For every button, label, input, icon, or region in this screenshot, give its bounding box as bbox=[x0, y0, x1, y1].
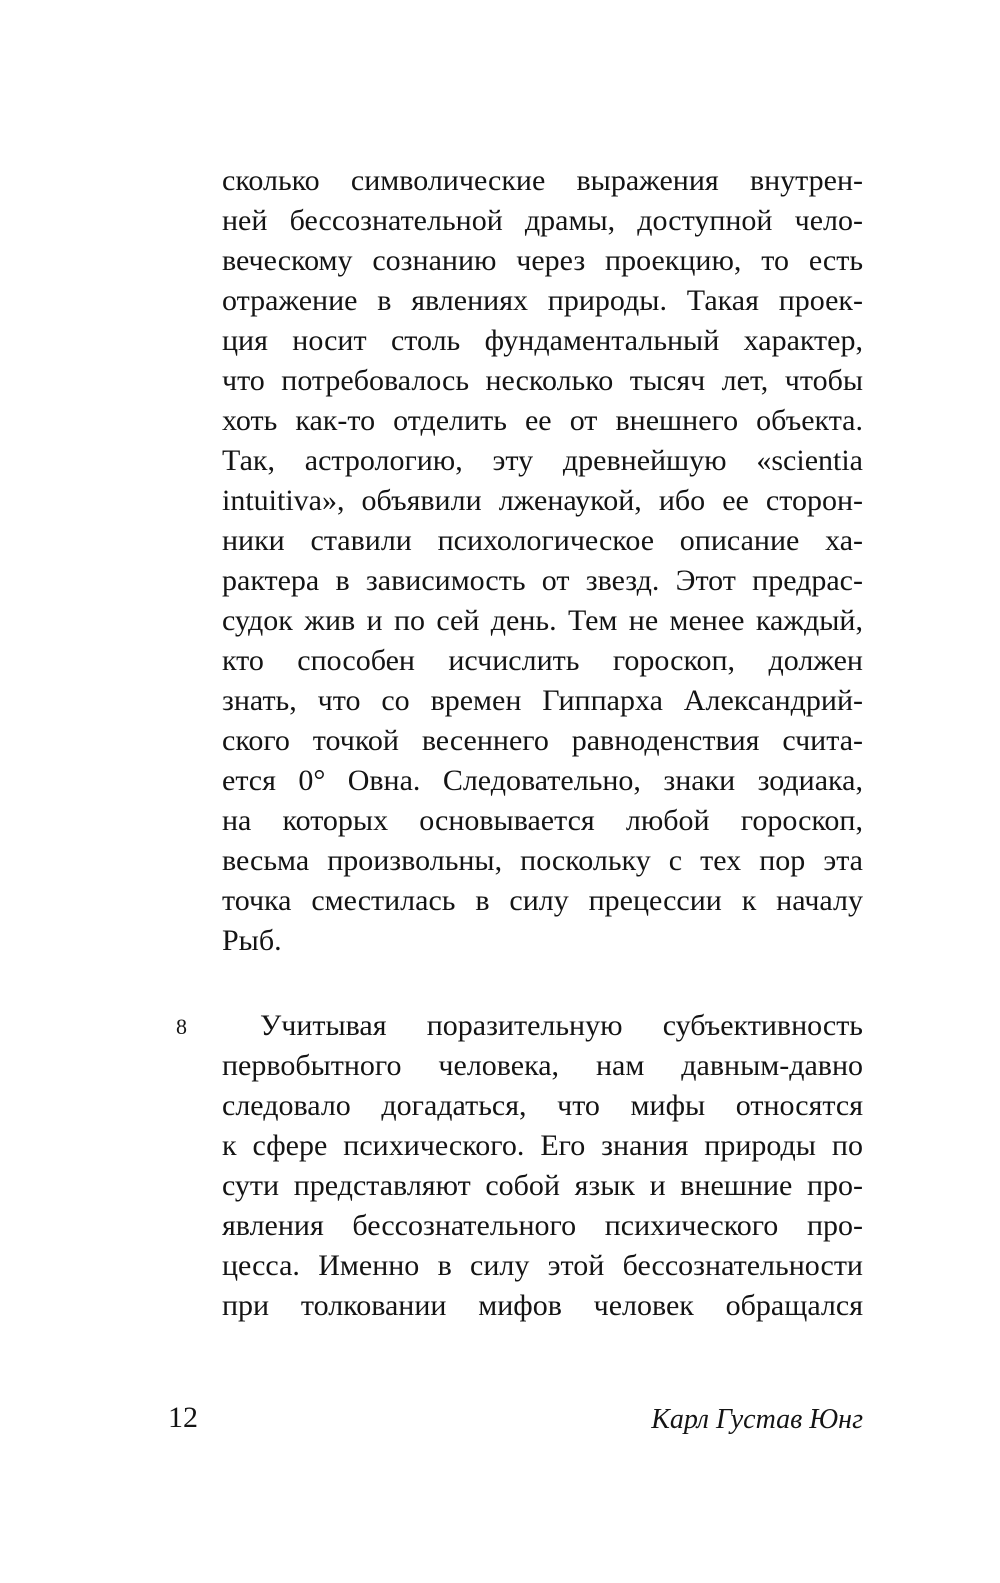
running-title-author: Карл Густав Юнг bbox=[651, 1404, 863, 1435]
text-line: ция носит столь фундаментальный характер, bbox=[222, 324, 863, 357]
text-line: что потребовалось несколько тысяч лет, чтобы bbox=[222, 364, 863, 397]
text-line: судок жив и по сей день. Тем не менее каждый, bbox=[222, 604, 863, 637]
text-line: следовало догадаться, что мифы относятся bbox=[222, 1089, 863, 1122]
text-line: отражение в явлениях природы. Такая проек- bbox=[222, 284, 863, 317]
text-line: ники ставили психологическое описание ха- bbox=[222, 524, 863, 557]
text-line: ского точкой весеннего равноденствия счита- bbox=[222, 724, 863, 757]
text-block bbox=[222, 161, 863, 1326]
text-line: кто способен исчислить гороскоп, должен bbox=[222, 644, 863, 677]
text-line: рактера в зависимость от звезд. Этот предрас- bbox=[222, 564, 863, 597]
text-line: Учитывая поразительную субъективность bbox=[260, 1009, 863, 1042]
text-line: явления бессознательного психического про- bbox=[222, 1209, 863, 1242]
text-line: Так, астрологию, эту древнейшую «scientia bbox=[222, 444, 863, 477]
text-line: цесса. Именно в силу этой бессознательности bbox=[222, 1249, 863, 1282]
text-line: на которых основывается любой гороскоп, bbox=[222, 804, 863, 837]
text-line: ней бессознательной драмы, доступной чело- bbox=[222, 204, 863, 237]
text-line: к сфере психического. Его знания природы по bbox=[222, 1129, 863, 1162]
text-line: точка сместилась в силу прецессии к началу bbox=[222, 884, 863, 917]
text-line: веческому сознанию через проекцию, то есть bbox=[222, 244, 863, 277]
text-line: ется 0° Овна. Следовательно, знаки зодиака, bbox=[222, 764, 863, 797]
text-line: хоть как-то отделить ее от внешнего объекта. bbox=[222, 404, 863, 437]
paragraph-continuation bbox=[222, 161, 863, 961]
paragraph-number: 8 bbox=[176, 1014, 187, 1039]
text-line: Рыб. bbox=[222, 924, 282, 957]
text-line: intuitiva», объявили лженаукой, ибо ее сторон- bbox=[222, 484, 863, 517]
text-line: сути представляют собой язык и внешние про- bbox=[222, 1169, 863, 1202]
page-number: 12 bbox=[168, 1401, 198, 1434]
text-line: сколько символические выражения внутрен- bbox=[222, 164, 863, 197]
text-line: при толковании мифов человек обращался bbox=[222, 1289, 863, 1322]
text-line: весьма произвольны, поскольку с тех пор эта bbox=[222, 844, 863, 877]
text-line: первобытного человека, нам давным-давно bbox=[222, 1049, 863, 1082]
paragraph-8 bbox=[222, 1006, 863, 1326]
text-line: знать, что со времен Гиппарха Александрий- bbox=[222, 684, 863, 717]
